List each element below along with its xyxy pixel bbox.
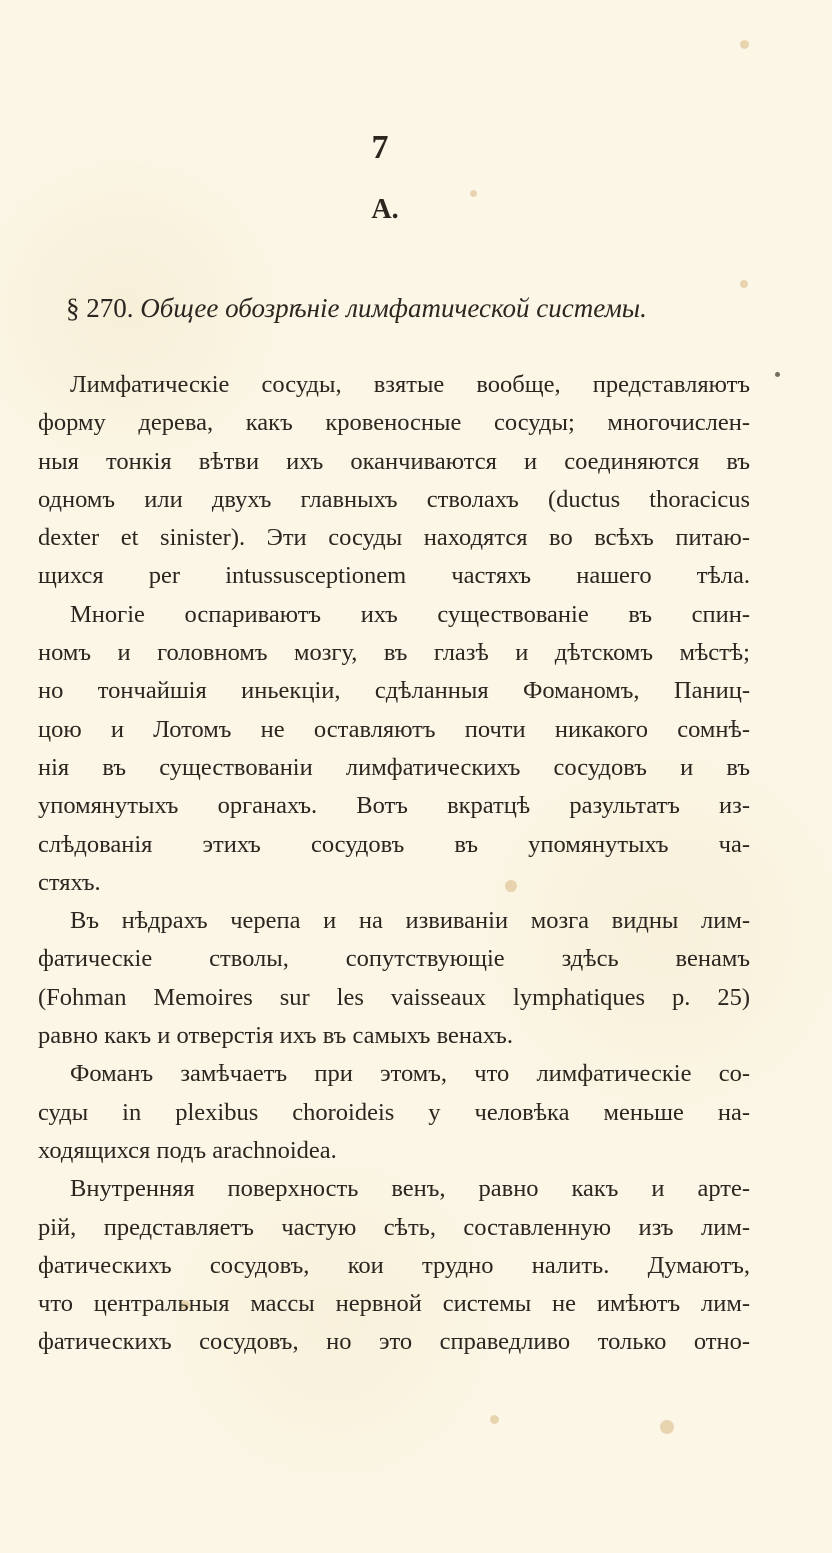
text-line: упомянутыхъ органахъ. Вотъ вкратцѣ разультатъ из-: [38, 792, 750, 820]
text-line: щихся per intussusceptionem частяхъ нашего тѣла.: [38, 562, 750, 590]
text-line: фатическихъ сосудовъ, но это справедливо только отно-: [38, 1328, 750, 1356]
body-text: [38, 366, 750, 1362]
text-line: форму дерева, какъ кровеносные сосуды; многочислен-: [38, 409, 750, 437]
paragraph: [38, 366, 750, 596]
section-heading: [66, 290, 746, 326]
text-line: Лимфатическіе сосуды, взятые вообще, представляютъ: [70, 371, 750, 398]
text-line: равно какъ и отверстія ихъ въ самыхъ венахъ.: [38, 1022, 513, 1050]
paper-spot: [775, 372, 780, 377]
paper-spot: [740, 40, 749, 49]
text-line: dexter et sinister). Эти сосуды находятся во всѣхъ питаю-: [38, 524, 750, 552]
text-line: что центральныя массы нервной системы не имѣютъ лим-: [38, 1290, 750, 1318]
paragraph: [38, 1170, 750, 1361]
text-line: Многіе оспариваютъ ихъ существованіе въ спин-: [70, 600, 750, 628]
paper-spot: [740, 280, 748, 288]
text-line: одномъ или двухъ главныхъ стволахъ (ductus thoracicus: [38, 485, 750, 513]
text-line: (Fohman Memoires sur les vaisseaux lymphatiques p. 25): [38, 983, 750, 1011]
text-line: цою и Лотомъ не оставляютъ почти никакого сомнѣ-: [38, 715, 750, 743]
text-line: ныя тонкія вѣтви ихъ оканчиваются и соединяются въ: [38, 447, 750, 475]
text-line: рій, представляетъ частую сѣть, составленную изъ лим-: [38, 1213, 750, 1241]
paper-spot: [660, 1420, 674, 1434]
paragraph: [38, 1055, 750, 1170]
paragraph: [38, 902, 750, 1055]
text-line: нія въ существованіи лимфатическихъ сосудовъ и въ: [38, 753, 750, 781]
text-line: фатическихъ сосудовъ, кои трудно налить. Думаютъ,: [38, 1251, 750, 1279]
section-number: § 270.: [66, 293, 134, 323]
paper-spot: [490, 1415, 499, 1424]
text-line: фатическіе стволы, сопутствующіе здѣсь венамъ: [38, 945, 750, 973]
section-title: Общее обозрѣніе лимфатической системы.: [140, 293, 647, 323]
printer-signature: A.: [371, 194, 399, 225]
text-line: суды in plexibus choroideis у человѣка меньше на-: [38, 1098, 750, 1126]
page-number: 7: [371, 129, 389, 166]
paragraph: [38, 596, 750, 902]
text-line: номъ и головномъ мозгу, въ глазѣ и дѣтскомъ мѣстѣ;: [38, 639, 750, 667]
text-line: но тончайшія иньекціи, сдѣланныя Фоманомъ, Паниц-: [38, 677, 750, 705]
text-line: ходящихся подъ arachnoidea.: [38, 1136, 337, 1164]
text-line: Фоманъ замѣчаетъ при этомъ, что лимфатическіе со-: [70, 1060, 750, 1088]
text-line: Внутренняя поверхность венъ, равно какъ и арте-: [70, 1175, 750, 1203]
text-line: Въ нѣдрахъ черепа и на извиваніи мозга видны лим-: [70, 907, 750, 935]
text-line: стяхъ.: [38, 868, 101, 896]
text-line: слѣдованія этихъ сосудовъ въ упомянутыхъ ча-: [38, 830, 750, 858]
